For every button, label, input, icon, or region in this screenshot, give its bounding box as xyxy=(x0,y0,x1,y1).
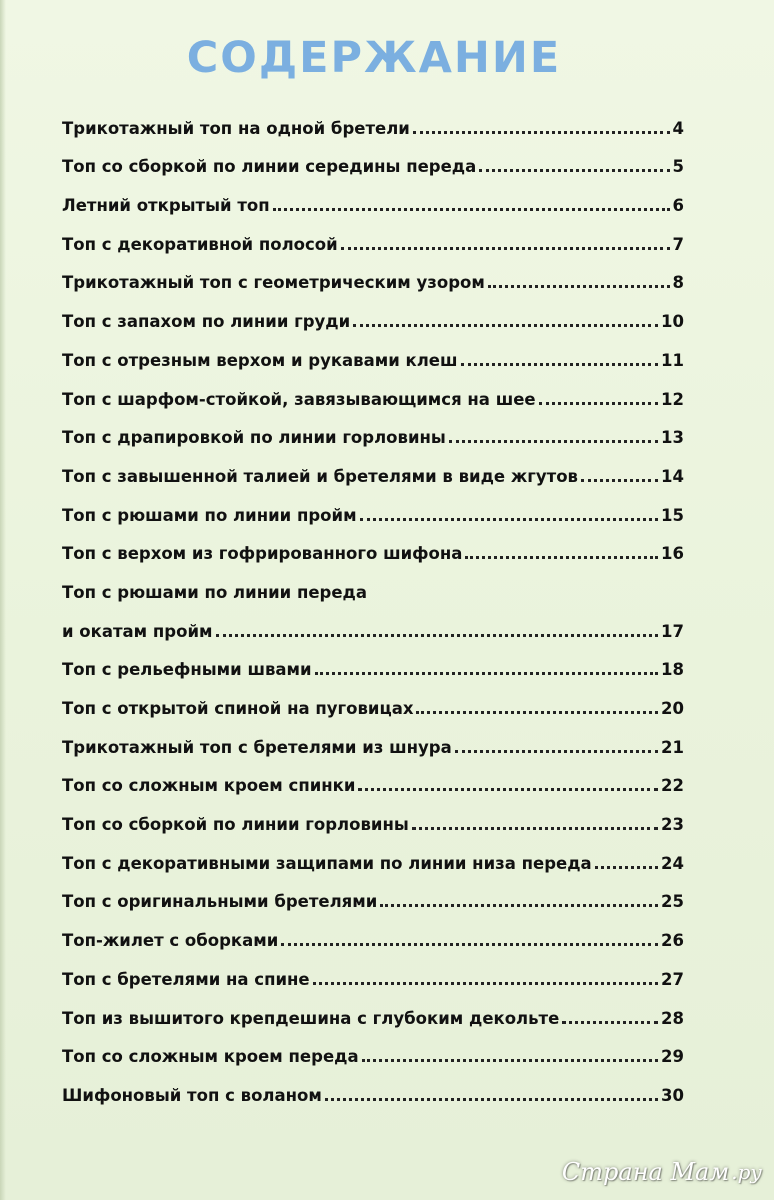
toc-entry xyxy=(62,101,684,140)
dot-leader xyxy=(325,1098,658,1101)
toc-entry xyxy=(62,913,684,952)
toc-entry xyxy=(62,178,684,217)
toc-entry-page: 26 xyxy=(661,931,684,951)
toc-entry-title: Топ с отрезным верхом и рукавами клеш xyxy=(62,350,458,370)
toc-entry-title: Топ-жилет с оборками xyxy=(62,931,279,951)
toc-entry-page: 8 xyxy=(672,273,684,293)
toc-entry-page: 13 xyxy=(661,428,684,448)
toc-entry-title: Трикотажный топ с бретелями из шнура xyxy=(62,737,452,757)
dot-leader xyxy=(455,750,658,753)
toc-entry-page: 21 xyxy=(661,737,684,757)
dot-leader xyxy=(216,634,659,637)
toc-entry-page: 22 xyxy=(661,776,684,796)
toc-entry xyxy=(62,1068,684,1107)
toc-entry-title: Трикотажный топ с геометрическим узором xyxy=(62,273,485,293)
page-edge-shadow xyxy=(0,0,6,1200)
toc-entry-title: Топ с шарфом-стойкой, завязывающимся на шее xyxy=(62,389,536,409)
toc-entry-page: 24 xyxy=(661,853,684,873)
toc-entry-title: Топ с запахом по линии груди xyxy=(62,312,351,332)
toc-entry-page: 5 xyxy=(672,157,684,177)
toc-entry-title: Топ с драпировкой по линии горловины xyxy=(62,428,446,448)
toc-entry-title: Топ со сложным кроем спинки xyxy=(62,776,356,796)
watermark-text: Страна Мам xyxy=(561,1158,730,1186)
toc-entry-page: 29 xyxy=(661,1047,684,1067)
toc-entry xyxy=(62,759,684,798)
toc-entry-title: Топ с декоративной полосой xyxy=(62,234,338,254)
toc-entry-page: 18 xyxy=(661,660,684,680)
dot-leader xyxy=(315,672,658,675)
toc-entry-title: Топ с рельефными швами xyxy=(62,660,312,680)
dot-leader xyxy=(465,556,658,559)
toc-entry-page: 23 xyxy=(661,815,684,835)
toc-entry xyxy=(62,488,684,527)
toc-entry-title: Топ со сборкой по линии середины переда xyxy=(62,157,477,177)
toc-entry-title: Летний открытый топ xyxy=(62,196,270,216)
dot-leader xyxy=(488,285,670,288)
toc-entry xyxy=(62,372,684,411)
toc-entry-title: Топ с декоративными защипами по линии низа переда xyxy=(62,853,592,873)
toc-entry xyxy=(62,1030,684,1069)
toc-entry-page: 4 xyxy=(672,118,684,138)
toc-entry xyxy=(62,681,684,720)
toc-entry-title: Топ с верхом из гофрированного шифона xyxy=(62,544,463,564)
dot-leader xyxy=(273,208,670,211)
dot-leader xyxy=(595,866,658,869)
toc-entry xyxy=(62,836,684,875)
toc-entry-page: 16 xyxy=(661,544,684,564)
toc-entry-title: Топ с открытой спиной на пуговицах xyxy=(62,699,414,718)
dot-leader xyxy=(358,788,658,791)
toc-entry-page: 17 xyxy=(661,621,684,641)
toc-entry-title: Топ с оригинальными бретелями xyxy=(62,892,378,912)
toc-entry-page: 14 xyxy=(661,466,684,486)
toc-entry xyxy=(62,294,684,333)
toc-entry-title: Топ со сложным кроем переда xyxy=(62,1047,359,1067)
toc-entry xyxy=(62,449,684,488)
toc-entry-page: 28 xyxy=(661,1008,684,1028)
watermark-suffix: .ру xyxy=(731,1160,762,1184)
toc-entry xyxy=(62,952,684,991)
dot-leader xyxy=(362,1059,658,1062)
toc-entry xyxy=(62,643,684,682)
dot-leader xyxy=(360,518,658,521)
toc-entry-title: Шифоновый топ с воланом xyxy=(62,1085,322,1105)
dot-leader xyxy=(380,904,658,907)
table-of-contents xyxy=(62,101,684,1107)
page-title: СОДЕРЖАНИЕ xyxy=(186,33,562,83)
dot-leader xyxy=(341,247,670,250)
toc-entry xyxy=(62,140,684,179)
dot-leader xyxy=(479,169,669,172)
dot-leader xyxy=(581,479,658,482)
dot-leader xyxy=(353,324,658,327)
toc-entry-page: 27 xyxy=(661,969,684,989)
toc-entry xyxy=(62,720,684,759)
dot-leader xyxy=(416,711,658,714)
toc-entry-page: 25 xyxy=(661,892,684,912)
toc-entry-page: 7 xyxy=(672,234,684,254)
toc-entry-page: 30 xyxy=(661,1085,684,1105)
dot-leader xyxy=(313,982,658,985)
toc-entry-title: Трикотажный топ на одной бретели xyxy=(62,118,410,138)
toc-entry-title: Топ с бретелями на спине xyxy=(62,969,310,989)
dot-leader xyxy=(461,363,659,366)
toc-entry-title: Топ с завышенной талией и бретелями в виде жгутов xyxy=(62,466,578,486)
toc-entry-title: и окатам пройм xyxy=(62,621,213,641)
dot-leader xyxy=(413,131,670,134)
toc-entry xyxy=(62,604,684,643)
toc-entry xyxy=(62,875,684,914)
toc-entry-page: 10 xyxy=(661,312,684,332)
toc-entry-page: 15 xyxy=(661,505,684,525)
toc-entry-title: Топ со сборкой по линии горловины xyxy=(62,815,409,835)
toc-entry xyxy=(62,411,684,450)
toc-entry-title: Топ с рюшами по линии переда xyxy=(62,582,368,602)
dot-leader xyxy=(412,827,658,830)
toc-entry xyxy=(62,527,684,566)
toc-entry xyxy=(62,217,684,256)
toc-entry-title: Топ из вышитого крепдешина с глубоким декольте xyxy=(62,1008,560,1028)
toc-entry xyxy=(62,565,684,604)
dot-leader xyxy=(562,1021,658,1024)
toc-entry-title: Топ с рюшами по линии пройм xyxy=(62,505,357,525)
watermark xyxy=(562,1158,762,1186)
dot-leader xyxy=(449,440,658,443)
toc-entry xyxy=(62,797,684,836)
toc-entry xyxy=(62,256,684,295)
dot-leader xyxy=(281,943,658,946)
toc-entry-page: 11 xyxy=(661,350,684,370)
toc-entry xyxy=(62,333,684,372)
dot-leader xyxy=(539,402,658,405)
toc-entry-page: 20 xyxy=(661,699,684,718)
toc-entry-page: 6 xyxy=(672,196,684,216)
toc-entry xyxy=(62,991,684,1030)
toc-entry-page: 12 xyxy=(661,389,684,409)
